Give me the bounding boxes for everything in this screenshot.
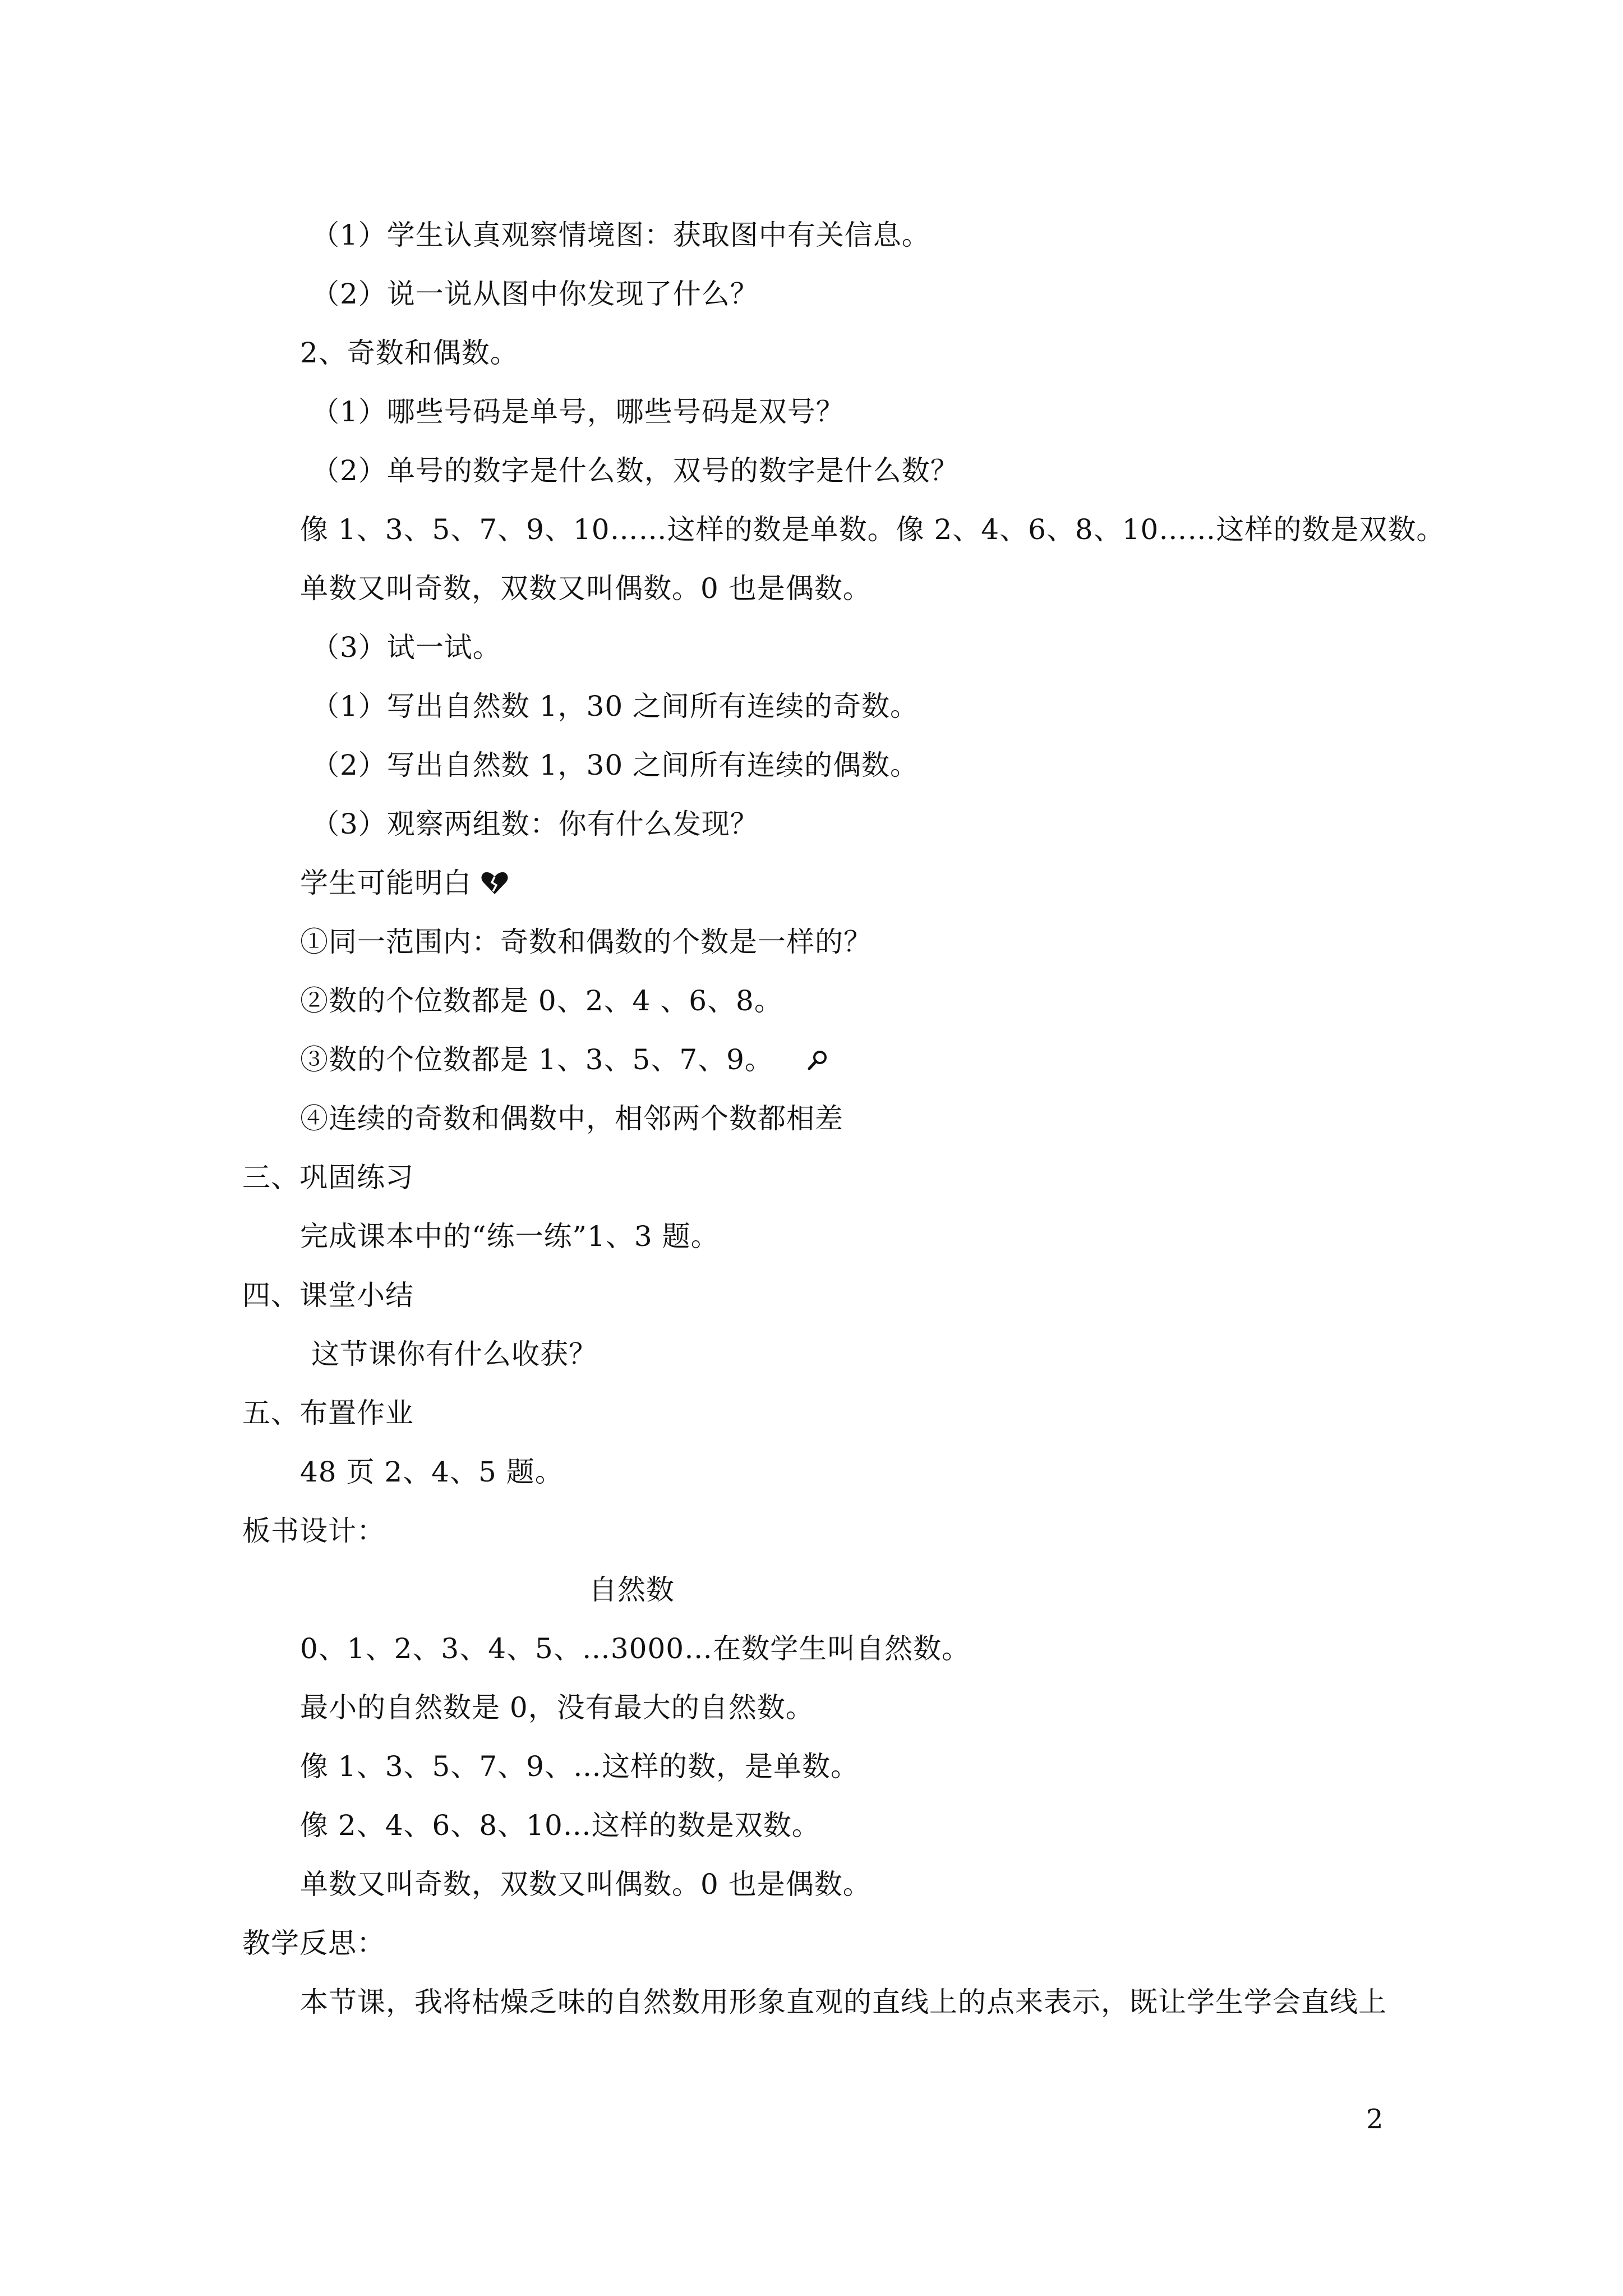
section-heading: 板书设计： — [242, 1515, 385, 1547]
text-line: 像 1、3、5、7、9、10……这样的数是单数。像 2、4、6、8、10……这样的数是双数。 — [300, 513, 1445, 546]
text-line: （2）说一说从图中你发现了什么？ — [311, 278, 759, 310]
text-line: 完成课本中的“练一练”1、3 题。 — [300, 1220, 720, 1253]
text-line: 单数又叫奇数，双数又叫偶数。0 也是偶数。 — [300, 1868, 872, 1901]
section-heading: 教学反思： — [242, 1927, 385, 1959]
text-line: 单数又叫奇数，双数又叫偶数。0 也是偶数。 — [300, 572, 872, 605]
text-line — [300, 1042, 829, 1079]
text-segment: 学生可能明白 — [300, 867, 472, 899]
text-line: 2、奇数和偶数。 — [300, 337, 519, 369]
text-line: 0、1、2、3、4、5、…3000…在数学生叫自然数。 — [300, 1632, 971, 1665]
text-line: 这节课你有什么收获？ — [311, 1338, 597, 1370]
broken-heart-icon — [481, 868, 508, 903]
text-line: （1）写出自然数 1，30 之间所有连续的奇数。 — [311, 690, 919, 723]
text-line: （2）写出自然数 1，30 之间所有连续的偶数。 — [311, 749, 919, 781]
text-line: （2）单号的数字是什么数，双号的数字是什么数？ — [311, 454, 959, 487]
text-line: 本节课，我将枯燥乏味的自然数用形象直观的直线上的点来表示，既让学生学会直线上 — [300, 1986, 1387, 2018]
text-line: 像 1、3、5、7、9、…这样的数，是单数。 — [300, 1750, 859, 1783]
text-line: 最小的自然数是 0，没有最大的自然数。 — [300, 1691, 814, 1724]
text-line: ①同一范围内：奇数和偶数的个数是一样的？ — [300, 926, 872, 958]
text-line: ②数的个位数都是 0、2、4 、6、8。 — [300, 984, 783, 1017]
text-line — [300, 866, 508, 903]
text-line: （1）学生认真观察情境图：获取图中有关信息。 — [311, 219, 930, 251]
text-line: （3）观察两组数：你有什么发现？ — [311, 808, 759, 840]
page-number: 2 — [1366, 2104, 1384, 2135]
section-heading: 三、巩固练习 — [242, 1161, 414, 1194]
text-line: （3）试一试。 — [311, 631, 501, 664]
magnifier-icon — [806, 1045, 829, 1079]
text-line: 48 页 2、4、5 题。 — [300, 1456, 564, 1488]
section-heading: 四、课堂小结 — [242, 1279, 414, 1312]
text-line: （1）哪些号码是单号，哪些号码是双号？ — [311, 395, 845, 428]
text-segment: ③数的个位数都是 1、3、5、7、9。 — [300, 1043, 773, 1076]
section-heading: 五、布置作业 — [242, 1397, 414, 1429]
text-line: 像 2、4、6、8、10…这样的数是双数。 — [300, 1809, 820, 1842]
board-title: 自然数 — [589, 1573, 675, 1606]
text-line: ④连续的奇数和偶数中，相邻两个数都相差 — [300, 1102, 843, 1135]
